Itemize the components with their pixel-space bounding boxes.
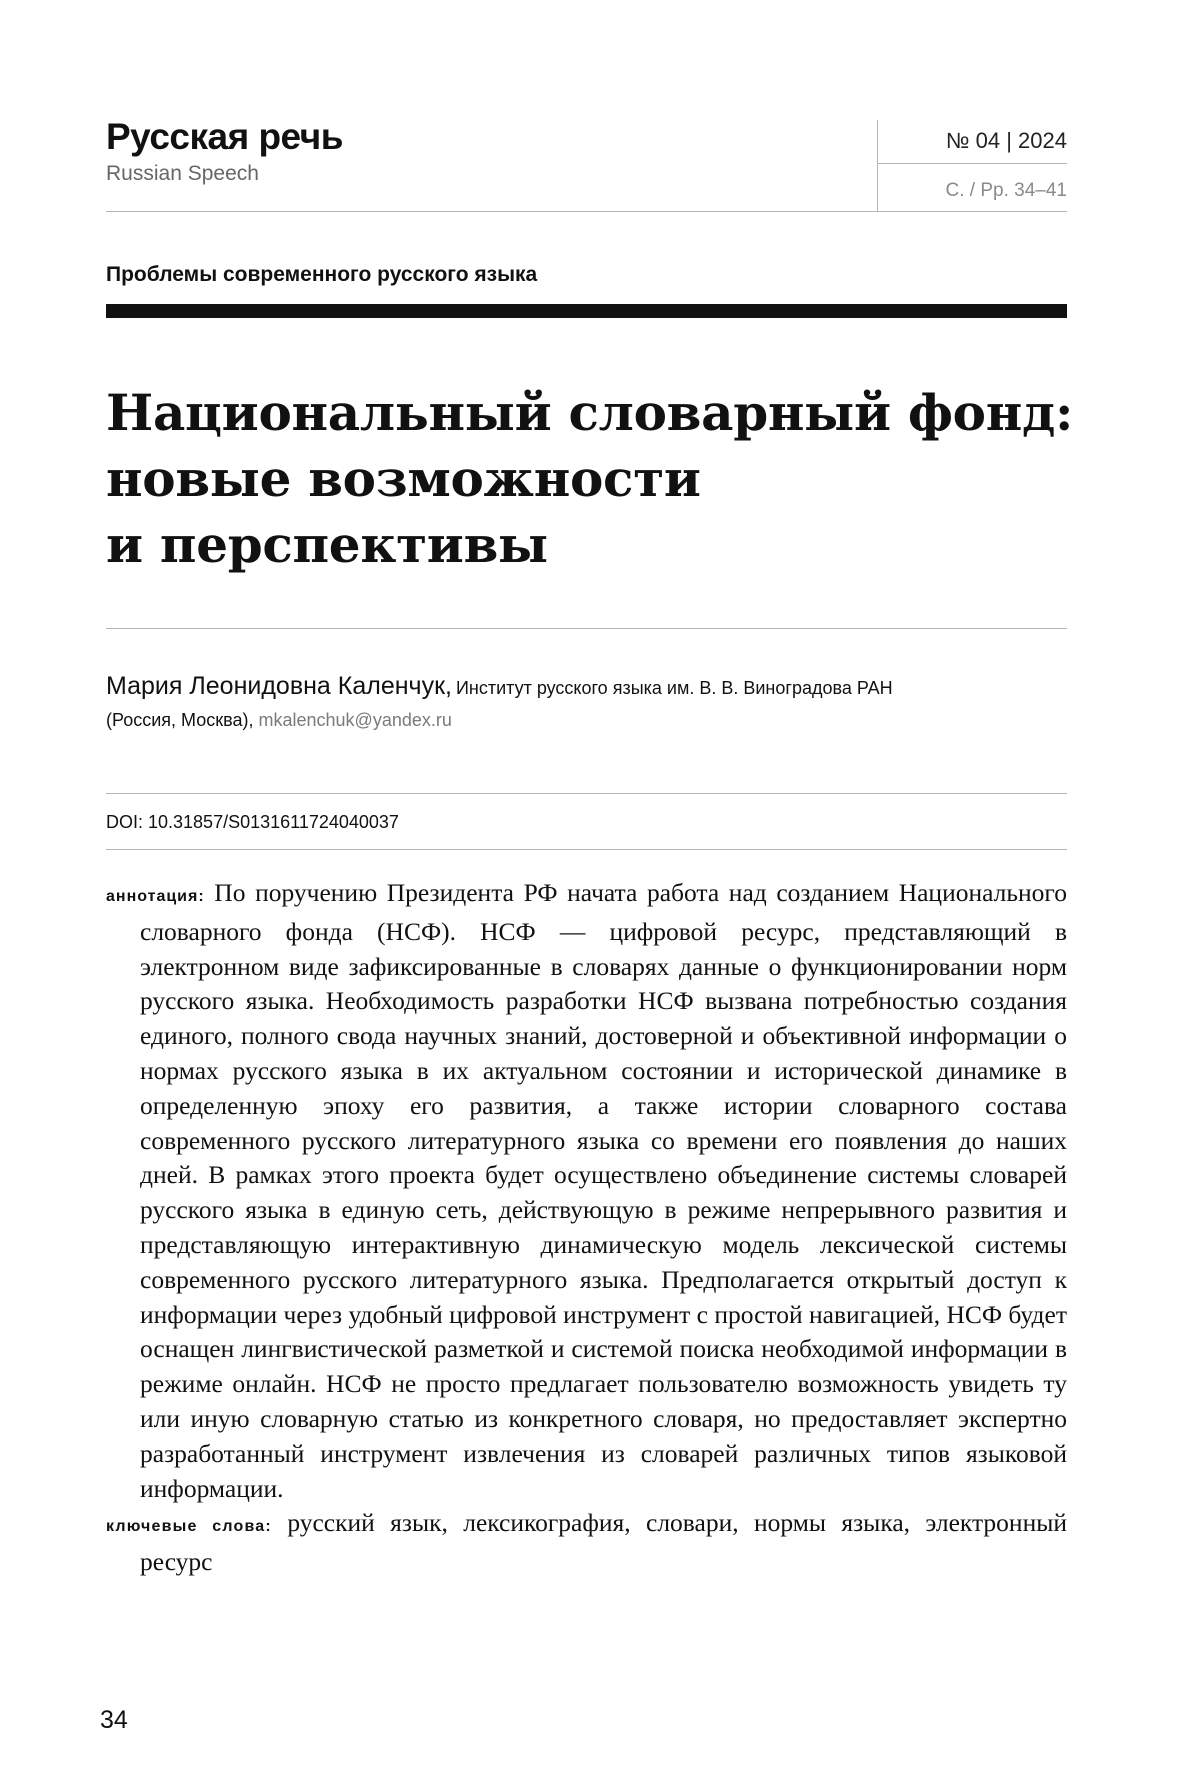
header-divider bbox=[106, 211, 1067, 212]
author-name: Мария Леонидовна Каленчук, bbox=[106, 672, 452, 700]
title-line: и перспективы bbox=[106, 515, 548, 574]
keywords-paragraph bbox=[106, 1506, 1067, 1580]
title-line: Национальный словарный фонд: bbox=[106, 383, 1074, 442]
doi: DOI: 10.31857/S0131611724040037 bbox=[106, 812, 399, 832]
abstract-paragraph bbox=[106, 876, 1067, 1506]
issue-number: № 04 | 2024 bbox=[945, 128, 1067, 153]
section-heading: Проблемы современного русского языка bbox=[106, 263, 538, 286]
title-divider bbox=[106, 628, 1067, 629]
header-vertical-divider bbox=[877, 120, 878, 212]
journal-title: Русская речь bbox=[106, 116, 343, 157]
author-location: (Россия, Москва), bbox=[106, 710, 254, 730]
doi-bottom-divider bbox=[106, 849, 1067, 850]
author-affiliation: Институт русского языка им. В. В. Виноградова РАН bbox=[455, 678, 893, 698]
issue-divider bbox=[878, 163, 1067, 164]
author-location-line bbox=[106, 710, 452, 731]
journal-subtitle: Russian Speech bbox=[106, 162, 259, 185]
page-number: 34 bbox=[100, 1706, 128, 1734]
abstract-text: По поручению Президента РФ начата работа над созданием Национального словарного фонда (НСФ). НСФ — цифровой ресурс, представляющий в электронном виде зафиксированные в словарях данные о функционировании норм русского языка. Необходимость разработки НСФ вызвана потребностью создания единого, полного свода научных знаний, достоверной и объективной информации о нормах русского языка в их актуальном состоянии и исторической динамике в определенную эпоху его развития, а также истории словарного состава современного русского литературного языка со времени его появления до наших дней. В рамках этого проекта будет осуществлено объединение системы словарей русского языка в единую сеть, действующую в режиме непрерывного развития и представляющую интерактивную динамическую модель лексической системы современного русского литературного языка. Предполагается открытый доступ к информации через удобный цифровой инструмент с простой навигацией, НСФ будет оснащен лингвистической разметкой и системой поиска необходимой информации в режиме онлайн. НСФ не просто предлагает пользователю возможность увидеть ту или иную словарную статью из конкретного словаря, но предоставляет экспертно разработанный инструмент извлечения из словарей различных типов языковой информации. bbox=[140, 878, 1067, 1503]
author-line bbox=[106, 672, 893, 701]
page-range: С. / Pp. 34–41 bbox=[945, 180, 1067, 201]
keywords-label: ключевые слова: bbox=[106, 1518, 272, 1536]
article-title bbox=[106, 380, 1074, 578]
journal-header bbox=[106, 116, 866, 186]
keywords-text: русский язык, лексикография, словари, нормы языка, электронный ресурс bbox=[140, 1508, 1067, 1577]
abstract-block bbox=[106, 876, 1067, 1580]
abstract-label: аннотация: bbox=[106, 888, 205, 905]
author-email-link[interactable]: mkalenchuk@yandex.ru bbox=[258, 710, 452, 730]
doi-top-divider bbox=[106, 793, 1067, 794]
section-rule bbox=[106, 304, 1067, 318]
title-line: новые возможности bbox=[106, 449, 701, 508]
